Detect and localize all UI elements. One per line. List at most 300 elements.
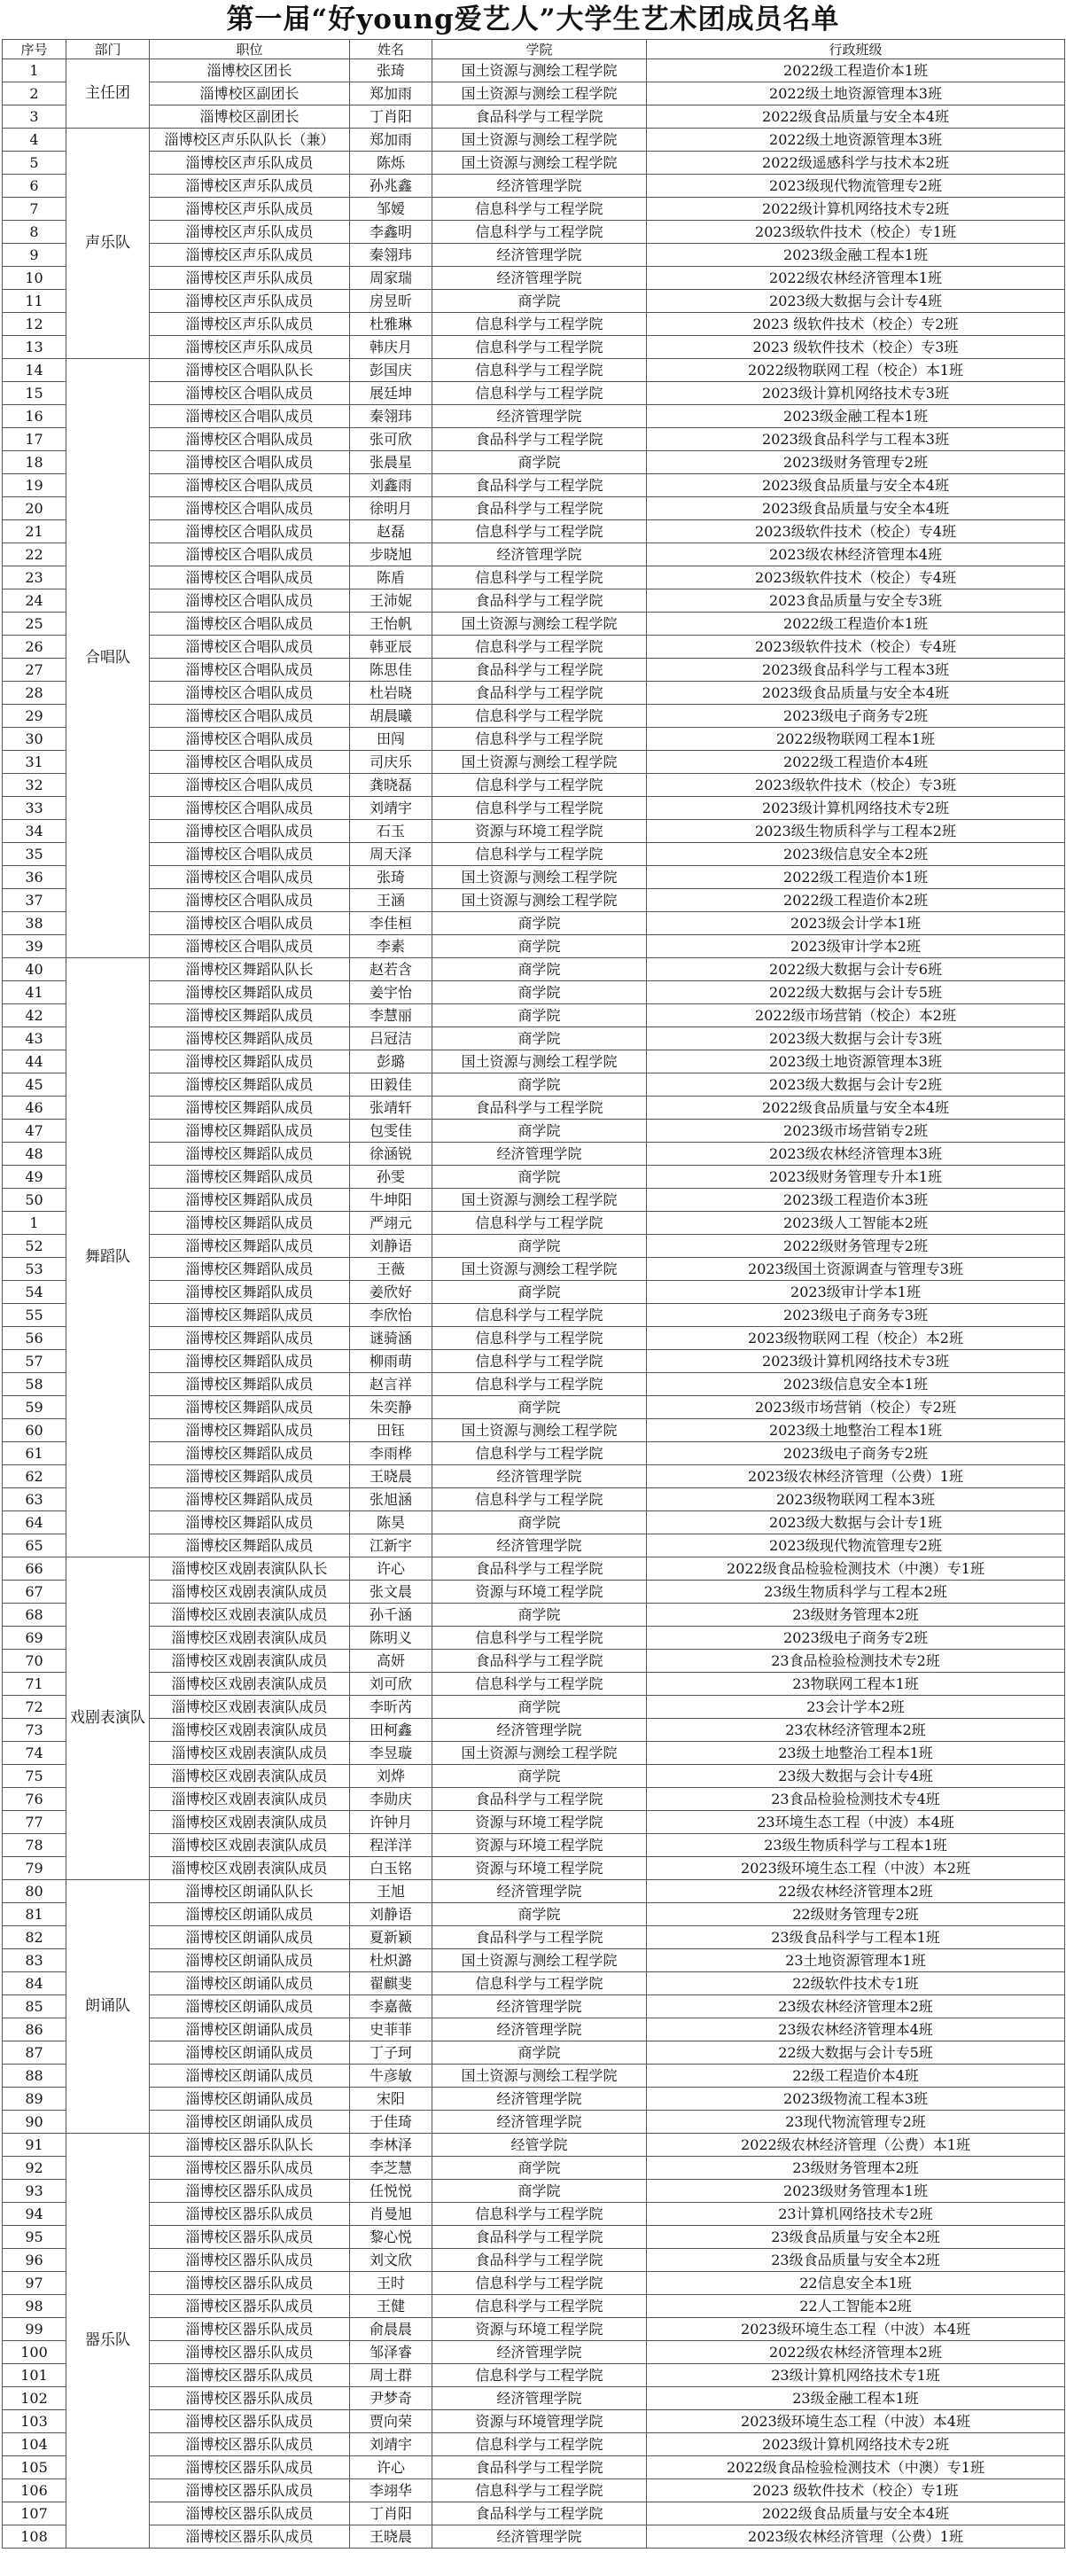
cell-serial: 74 bbox=[3, 1742, 66, 1765]
cell-college: 国土资源与测绘工程学院 bbox=[432, 1742, 647, 1765]
cell-name: 徐明月 bbox=[350, 497, 432, 520]
cell-serial: 81 bbox=[3, 1903, 66, 1926]
cell-position: 淄博校区合唱队成员 bbox=[150, 912, 350, 935]
cell-class: 2022级工程造价本2班 bbox=[647, 889, 1065, 912]
cell-college: 食品科学与工程学院 bbox=[432, 497, 647, 520]
cell-college: 商学院 bbox=[432, 1027, 647, 1050]
table-row bbox=[3, 1742, 1065, 1765]
table-row bbox=[3, 1696, 1065, 1719]
table-row bbox=[3, 2041, 1065, 2065]
cell-college: 食品科学与工程学院 bbox=[432, 105, 647, 129]
cell-name: 黎心悦 bbox=[350, 2226, 432, 2249]
department-cell: 戏剧表演队 bbox=[66, 1557, 150, 1880]
table-row bbox=[3, 1834, 1065, 1857]
cell-college: 食品科学与工程学院 bbox=[432, 589, 647, 613]
cell-serial: 33 bbox=[3, 797, 66, 820]
cell-position: 淄博校区戏剧表演队成员 bbox=[150, 1742, 350, 1765]
cell-college: 经济管理学院 bbox=[432, 2018, 647, 2041]
cell-name: 徐涵锐 bbox=[350, 1143, 432, 1166]
cell-serial: 13 bbox=[3, 336, 66, 359]
cell-class: 2023级食品质量与安全本4班 bbox=[647, 474, 1065, 497]
cell-name: 张可欣 bbox=[350, 428, 432, 451]
cell-serial: 7 bbox=[3, 198, 66, 221]
cell-class: 2023级电子商务专2班 bbox=[647, 1442, 1065, 1465]
table-row bbox=[3, 336, 1065, 359]
cell-serial: 76 bbox=[3, 1788, 66, 1811]
table-row bbox=[3, 2502, 1065, 2525]
cell-serial: 3 bbox=[3, 105, 66, 129]
table-row bbox=[3, 2134, 1065, 2157]
table-row bbox=[3, 935, 1065, 958]
cell-position: 淄博校区舞蹈队成员 bbox=[150, 1073, 350, 1097]
cell-name: 刘烨 bbox=[350, 1765, 432, 1788]
cell-position: 淄博校区舞蹈队成员 bbox=[150, 1235, 350, 1258]
cell-position: 淄博校区舞蹈队成员 bbox=[150, 1373, 350, 1396]
cell-college: 食品科学与工程学院 bbox=[432, 1557, 647, 1581]
cell-serial: 93 bbox=[3, 2180, 66, 2203]
cell-serial: 15 bbox=[3, 382, 66, 405]
cell-serial: 92 bbox=[3, 2157, 66, 2180]
cell-name: 赵磊 bbox=[350, 520, 432, 543]
cell-name: 李昕芮 bbox=[350, 1696, 432, 1719]
cell-serial: 38 bbox=[3, 912, 66, 935]
table-row bbox=[3, 2387, 1065, 2410]
cell-serial: 18 bbox=[3, 451, 66, 474]
cell-college: 信息科学与工程学院 bbox=[432, 1442, 647, 1465]
cell-position: 淄博校区器乐队成员 bbox=[150, 2318, 350, 2341]
cell-college: 国土资源与测绘工程学院 bbox=[432, 82, 647, 105]
cell-serial: 85 bbox=[3, 1995, 66, 2018]
table-row bbox=[3, 1903, 1065, 1926]
cell-position: 淄博校区戏剧表演队成员 bbox=[150, 1719, 350, 1742]
cell-name: 高妍 bbox=[350, 1650, 432, 1673]
cell-serial: 42 bbox=[3, 1004, 66, 1027]
cell-college: 信息科学与工程学院 bbox=[432, 221, 647, 244]
cell-name: 彭璐 bbox=[350, 1050, 432, 1073]
cell-position: 淄博校区合唱队成员 bbox=[150, 451, 350, 474]
cell-serial: 69 bbox=[3, 1627, 66, 1650]
cell-class: 2023 级软件技术（校企）专2班 bbox=[647, 313, 1065, 336]
cell-class: 23级财务管理本2班 bbox=[647, 2157, 1065, 2180]
cell-position: 淄博校区戏剧表演队成员 bbox=[150, 1834, 350, 1857]
table-row bbox=[3, 1604, 1065, 1627]
cell-serial: 8 bbox=[3, 221, 66, 244]
cell-class: 2023级信息安全本1班 bbox=[647, 1373, 1065, 1396]
table-row bbox=[3, 2525, 1065, 2549]
table-row bbox=[3, 1050, 1065, 1073]
cell-name: 李佳桓 bbox=[350, 912, 432, 935]
cell-college: 食品科学与工程学院 bbox=[432, 2249, 647, 2272]
cell-position: 淄博校区器乐队成员 bbox=[150, 2226, 350, 2249]
cell-position: 淄博校区器乐队成员 bbox=[150, 2157, 350, 2180]
cell-name: 王沛妮 bbox=[350, 589, 432, 613]
cell-college: 商学院 bbox=[432, 2157, 647, 2180]
cell-serial: 104 bbox=[3, 2433, 66, 2456]
cell-college: 信息科学与工程学院 bbox=[432, 1488, 647, 1511]
table-row bbox=[3, 359, 1065, 382]
cell-college: 信息科学与工程学院 bbox=[432, 2272, 647, 2295]
table-row bbox=[3, 2456, 1065, 2479]
cell-position: 淄博校区团长 bbox=[150, 59, 350, 82]
table-row bbox=[3, 981, 1065, 1004]
cell-serial: 4 bbox=[3, 129, 66, 152]
cell-name: 李慧丽 bbox=[350, 1004, 432, 1027]
table-row bbox=[3, 2180, 1065, 2203]
table-row bbox=[3, 497, 1065, 520]
cell-class: 2023级环境生态工程（中波）本2班 bbox=[647, 1857, 1065, 1880]
cell-college: 商学院 bbox=[432, 1396, 647, 1419]
cell-position: 淄博校区戏剧表演队成员 bbox=[150, 1627, 350, 1650]
cell-position: 淄博校区合唱队成员 bbox=[150, 474, 350, 497]
table-row bbox=[3, 2157, 1065, 2180]
cell-position: 淄博校区合唱队成员 bbox=[150, 705, 350, 728]
table-row bbox=[3, 1143, 1065, 1166]
cell-name: 李雨桦 bbox=[350, 1442, 432, 1465]
cell-college: 信息科学与工程学院 bbox=[432, 1327, 647, 1350]
cell-position: 淄博校区声乐队成员 bbox=[150, 221, 350, 244]
cell-class: 2023级计算机网络技术专3班 bbox=[647, 382, 1065, 405]
table-row bbox=[3, 152, 1065, 175]
cell-college: 商学院 bbox=[432, 935, 647, 958]
cell-serial: 2 bbox=[3, 82, 66, 105]
cell-serial: 10 bbox=[3, 267, 66, 290]
cell-name: 郑加雨 bbox=[350, 82, 432, 105]
cell-name: 孙兆鑫 bbox=[350, 175, 432, 198]
cell-college: 经济管理学院 bbox=[432, 1880, 647, 1903]
cell-position: 淄博校区器乐队队长 bbox=[150, 2134, 350, 2157]
cell-class: 22级大数据与会计专5班 bbox=[647, 2041, 1065, 2065]
cell-name: 陈思佳 bbox=[350, 659, 432, 682]
cell-serial: 77 bbox=[3, 1811, 66, 1834]
table-row bbox=[3, 751, 1065, 774]
cell-position: 淄博校区朗诵队成员 bbox=[150, 1972, 350, 1995]
cell-college: 信息科学与工程学院 bbox=[432, 1972, 647, 1995]
table-row bbox=[3, 1673, 1065, 1696]
cell-name: 周家瑞 bbox=[350, 267, 432, 290]
cell-class: 2023级大数据与会计专4班 bbox=[647, 290, 1065, 313]
cell-college: 食品科学与工程学院 bbox=[432, 2226, 647, 2249]
cell-college: 信息科学与工程学院 bbox=[432, 359, 647, 382]
table-row bbox=[3, 1373, 1065, 1396]
cell-position: 淄博校区舞蹈队成员 bbox=[150, 1212, 350, 1235]
cell-serial: 73 bbox=[3, 1719, 66, 1742]
cell-class: 23级食品质量与安全本2班 bbox=[647, 2249, 1065, 2272]
cell-position: 淄博校区器乐队成员 bbox=[150, 2479, 350, 2502]
cell-college: 信息科学与工程学院 bbox=[432, 728, 647, 751]
cell-class: 22信息安全本1班 bbox=[647, 2272, 1065, 2295]
cell-class: 2022级食品质量与安全本4班 bbox=[647, 105, 1065, 129]
cell-serial: 62 bbox=[3, 1465, 66, 1488]
cell-college: 商学院 bbox=[432, 981, 647, 1004]
cell-name: 丁子珂 bbox=[350, 2041, 432, 2065]
cell-serial: 59 bbox=[3, 1396, 66, 1419]
table-row bbox=[3, 313, 1065, 336]
cell-serial: 50 bbox=[3, 1189, 66, 1212]
cell-college: 信息科学与工程学院 bbox=[432, 636, 647, 659]
table-row bbox=[3, 889, 1065, 912]
cell-college: 资源与环境工程学院 bbox=[432, 820, 647, 843]
cell-position: 淄博校区戏剧表演队成员 bbox=[150, 1673, 350, 1696]
table-row bbox=[3, 1511, 1065, 1534]
cell-class: 2023级物流工程本3班 bbox=[647, 2088, 1065, 2111]
cell-college: 信息科学与工程学院 bbox=[432, 843, 647, 866]
cell-college: 商学院 bbox=[432, 958, 647, 981]
cell-serial: 96 bbox=[3, 2249, 66, 2272]
cell-class: 2022级食品质量与安全本4班 bbox=[647, 2502, 1065, 2525]
table-row bbox=[3, 2272, 1065, 2295]
cell-position: 淄博校区合唱队成员 bbox=[150, 636, 350, 659]
cell-name: 房昱昕 bbox=[350, 290, 432, 313]
cell-position: 淄博校区朗诵队成员 bbox=[150, 1995, 350, 2018]
table-row bbox=[3, 1281, 1065, 1304]
table-row bbox=[3, 1350, 1065, 1373]
table-row bbox=[3, 705, 1065, 728]
cell-position: 淄博校区朗诵队成员 bbox=[150, 1926, 350, 1949]
cell-serial: 24 bbox=[3, 589, 66, 613]
cell-class: 2023级软件技术（校企）专1班 bbox=[647, 221, 1065, 244]
cell-class: 2023级物联网工程（校企）本2班 bbox=[647, 1327, 1065, 1350]
cell-name: 王晓晨 bbox=[350, 2525, 432, 2549]
cell-name: 展廷坤 bbox=[350, 382, 432, 405]
cell-position: 淄博校区戏剧表演队成员 bbox=[150, 1581, 350, 1604]
cell-class: 22级工程造价本4班 bbox=[647, 2065, 1065, 2088]
cell-position: 淄博校区戏剧表演队成员 bbox=[150, 1696, 350, 1719]
cell-position: 淄博校区声乐队成员 bbox=[150, 175, 350, 198]
cell-college: 经济管理学院 bbox=[432, 244, 647, 267]
table-row bbox=[3, 1557, 1065, 1581]
table-row bbox=[3, 198, 1065, 221]
cell-college: 信息科学与工程学院 bbox=[432, 1350, 647, 1373]
cell-college: 信息科学与工程学院 bbox=[432, 382, 647, 405]
cell-serial: 29 bbox=[3, 705, 66, 728]
cell-class: 2022级食品质量与安全本4班 bbox=[647, 1097, 1065, 1120]
cell-class: 2023级生物质科学与工程本2班 bbox=[647, 820, 1065, 843]
cell-college: 商学院 bbox=[432, 451, 647, 474]
cell-serial: 84 bbox=[3, 1972, 66, 1995]
table-row bbox=[3, 129, 1065, 152]
cell-class: 2023级食品科学与工程本3班 bbox=[647, 428, 1065, 451]
cell-position: 淄博校区器乐队成员 bbox=[150, 2203, 350, 2226]
cell-name: 严翊元 bbox=[350, 1212, 432, 1235]
cell-name: 牛坤阳 bbox=[350, 1189, 432, 1212]
cell-position: 淄博校区声乐队成员 bbox=[150, 290, 350, 313]
cell-serial: 72 bbox=[3, 1696, 66, 1719]
cell-college: 资源与环境工程学院 bbox=[432, 1811, 647, 1834]
cell-position: 淄博校区合唱队成员 bbox=[150, 797, 350, 820]
cell-class: 2023级食品质量与安全本4班 bbox=[647, 497, 1065, 520]
cell-college: 商学院 bbox=[432, 1903, 647, 1926]
cell-name: 程洋洋 bbox=[350, 1834, 432, 1857]
cell-name: 李翊华 bbox=[350, 2479, 432, 2502]
table-row bbox=[3, 1995, 1065, 2018]
cell-college: 信息科学与工程学院 bbox=[432, 774, 647, 797]
cell-position: 淄博校区器乐队成员 bbox=[150, 2180, 350, 2203]
cell-serial: 80 bbox=[3, 1880, 66, 1903]
cell-position: 淄博校区器乐队成员 bbox=[150, 2502, 350, 2525]
cell-position: 淄博校区副团长 bbox=[150, 105, 350, 129]
cell-position: 淄博校区舞蹈队成员 bbox=[150, 1304, 350, 1327]
cell-class: 2023级环境生态工程（中波）本4班 bbox=[647, 2318, 1065, 2341]
cell-serial: 32 bbox=[3, 774, 66, 797]
cell-class: 23食品检验检测技术专2班 bbox=[647, 1650, 1065, 1673]
cell-position: 淄博校区舞蹈队成员 bbox=[150, 1120, 350, 1143]
cell-name: 周士群 bbox=[350, 2364, 432, 2387]
cell-serial: 30 bbox=[3, 728, 66, 751]
cell-position: 淄博校区朗诵队成员 bbox=[150, 2065, 350, 2088]
table-row bbox=[3, 682, 1065, 705]
cell-position: 淄博校区舞蹈队成员 bbox=[150, 1442, 350, 1465]
cell-class: 23级土地整治工程本1班 bbox=[647, 1742, 1065, 1765]
cell-name: 石玉 bbox=[350, 820, 432, 843]
cell-position: 淄博校区舞蹈队成员 bbox=[150, 1166, 350, 1189]
cell-college: 食品科学与工程学院 bbox=[432, 1097, 647, 1120]
cell-class: 2022级市场营销（校企）本2班 bbox=[647, 1004, 1065, 1027]
header-class: 行政班级 bbox=[647, 40, 1065, 59]
cell-name: 杜雅琳 bbox=[350, 313, 432, 336]
cell-name: 丁肖阳 bbox=[350, 105, 432, 129]
cell-serial: 87 bbox=[3, 2041, 66, 2065]
cell-position: 淄博校区器乐队成员 bbox=[150, 2341, 350, 2364]
cell-class: 2022级土地资源管理本3班 bbox=[647, 129, 1065, 152]
cell-class: 2022级工程造价本4班 bbox=[647, 751, 1065, 774]
cell-class: 23现代物流管理专2班 bbox=[647, 2111, 1065, 2134]
cell-name: 李鑫明 bbox=[350, 221, 432, 244]
cell-name: 赵若含 bbox=[350, 958, 432, 981]
cell-college: 资源与环境工程学院 bbox=[432, 1857, 647, 1880]
table-row bbox=[3, 1926, 1065, 1949]
table-row bbox=[3, 1258, 1065, 1281]
cell-serial: 40 bbox=[3, 958, 66, 981]
cell-serial: 94 bbox=[3, 2203, 66, 2226]
cell-serial: 82 bbox=[3, 1926, 66, 1949]
cell-name: 许心 bbox=[350, 2456, 432, 2479]
cell-serial: 5 bbox=[3, 152, 66, 175]
table-row bbox=[3, 1488, 1065, 1511]
cell-class: 2023级环境生态工程（中波）本4班 bbox=[647, 2410, 1065, 2433]
cell-college: 商学院 bbox=[432, 1073, 647, 1097]
cell-serial: 14 bbox=[3, 359, 66, 382]
table-row bbox=[3, 1811, 1065, 1834]
cell-name: 胡晨曦 bbox=[350, 705, 432, 728]
cell-name: 孙雯 bbox=[350, 1166, 432, 1189]
cell-class: 2022级大数据与会计专6班 bbox=[647, 958, 1065, 981]
cell-position: 淄博校区戏剧表演队成员 bbox=[150, 1788, 350, 1811]
table-row bbox=[3, 221, 1065, 244]
table-row bbox=[3, 267, 1065, 290]
table-row bbox=[3, 428, 1065, 451]
cell-class: 23土地资源管理本1班 bbox=[647, 1949, 1065, 1972]
cell-class: 2023级金融工程本1班 bbox=[647, 405, 1065, 428]
cell-name: 周天泽 bbox=[350, 843, 432, 866]
cell-position: 淄博校区合唱队成员 bbox=[150, 682, 350, 705]
cell-serial: 98 bbox=[3, 2295, 66, 2318]
department-cell: 主任团 bbox=[66, 59, 150, 129]
cell-serial: 86 bbox=[3, 2018, 66, 2041]
cell-college: 食品科学与工程学院 bbox=[432, 428, 647, 451]
table-row bbox=[3, 1788, 1065, 1811]
cell-class: 2023级市场营销专2班 bbox=[647, 1120, 1065, 1143]
cell-position: 淄博校区合唱队成员 bbox=[150, 774, 350, 797]
cell-class: 2023级软件技术（校企）专4班 bbox=[647, 520, 1065, 543]
cell-class: 23环境生态工程（中波）本4班 bbox=[647, 1811, 1065, 1834]
cell-college: 商学院 bbox=[432, 1765, 647, 1788]
table-row bbox=[3, 1419, 1065, 1442]
cell-serial: 31 bbox=[3, 751, 66, 774]
cell-position: 淄博校区合唱队成员 bbox=[150, 520, 350, 543]
cell-position: 淄博校区舞蹈队成员 bbox=[150, 1097, 350, 1120]
cell-name: 吕冠洁 bbox=[350, 1027, 432, 1050]
cell-position: 淄博校区器乐队成员 bbox=[150, 2295, 350, 2318]
cell-serial: 53 bbox=[3, 1258, 66, 1281]
cell-name: 夏新颖 bbox=[350, 1926, 432, 1949]
cell-position: 淄博校区合唱队成员 bbox=[150, 382, 350, 405]
cell-position: 淄博校区合唱队成员 bbox=[150, 728, 350, 751]
cell-class: 2023级计算机网络技术专3班 bbox=[647, 1350, 1065, 1373]
cell-position: 淄博校区器乐队成员 bbox=[150, 2387, 350, 2410]
cell-class: 22级财务管理专2班 bbox=[647, 1903, 1065, 1926]
cell-name: 张琦 bbox=[350, 866, 432, 889]
cell-class: 2022级物联网工程（校企）本1班 bbox=[647, 359, 1065, 382]
cell-college: 国土资源与测绘工程学院 bbox=[432, 751, 647, 774]
cell-college: 经济管理学院 bbox=[432, 2387, 647, 2410]
table-row bbox=[3, 1581, 1065, 1604]
table-row bbox=[3, 2341, 1065, 2364]
cell-class: 2023级审计学本2班 bbox=[647, 935, 1065, 958]
cell-college: 商学院 bbox=[432, 1004, 647, 1027]
header-serial: 序号 bbox=[3, 40, 66, 59]
cell-college: 信息科学与工程学院 bbox=[432, 313, 647, 336]
cell-position: 淄博校区舞蹈队成员 bbox=[150, 1511, 350, 1534]
department-cell: 朗诵队 bbox=[66, 1880, 150, 2134]
cell-class: 23会计学本2班 bbox=[647, 1696, 1065, 1719]
cell-name: 张晨星 bbox=[350, 451, 432, 474]
cell-class: 2023级财务管理本1班 bbox=[647, 2180, 1065, 2203]
table-row bbox=[3, 1097, 1065, 1120]
cell-college: 国土资源与测绘工程学院 bbox=[432, 613, 647, 636]
table-row bbox=[3, 244, 1065, 267]
cell-name: 姜欣好 bbox=[350, 1281, 432, 1304]
cell-name: 陈明义 bbox=[350, 1627, 432, 1650]
cell-name: 包雯佳 bbox=[350, 1120, 432, 1143]
cell-college: 经济管理学院 bbox=[432, 267, 647, 290]
cell-position: 淄博校区声乐队成员 bbox=[150, 152, 350, 175]
cell-class: 2022级物联网工程本1班 bbox=[647, 728, 1065, 751]
table-row bbox=[3, 589, 1065, 613]
cell-college: 经济管理学院 bbox=[432, 2525, 647, 2549]
cell-serial: 68 bbox=[3, 1604, 66, 1627]
cell-class: 23级生物质科学与工程本2班 bbox=[647, 1581, 1065, 1604]
cell-position: 淄博校区戏剧表演队队长 bbox=[150, 1557, 350, 1581]
table-row bbox=[3, 520, 1065, 543]
cell-position: 淄博校区戏剧表演队成员 bbox=[150, 1765, 350, 1788]
cell-name: 王健 bbox=[350, 2295, 432, 2318]
cell-college: 食品科学与工程学院 bbox=[432, 659, 647, 682]
cell-name: 李欣怡 bbox=[350, 1304, 432, 1327]
cell-serial: 108 bbox=[3, 2525, 66, 2549]
department-cell: 舞蹈队 bbox=[66, 958, 150, 1557]
cell-serial: 36 bbox=[3, 866, 66, 889]
cell-serial: 1 bbox=[3, 1212, 66, 1235]
cell-name: 王薇 bbox=[350, 1258, 432, 1281]
cell-name: 秦翎玮 bbox=[350, 405, 432, 428]
cell-college: 国土资源与测绘工程学院 bbox=[432, 1419, 647, 1442]
cell-college: 国土资源与测绘工程学院 bbox=[432, 1189, 647, 1212]
cell-position: 淄博校区声乐队成员 bbox=[150, 244, 350, 267]
table-row bbox=[3, 1442, 1065, 1465]
table-row bbox=[3, 1396, 1065, 1419]
cell-name: 王时 bbox=[350, 2272, 432, 2295]
cell-serial: 46 bbox=[3, 1097, 66, 1120]
